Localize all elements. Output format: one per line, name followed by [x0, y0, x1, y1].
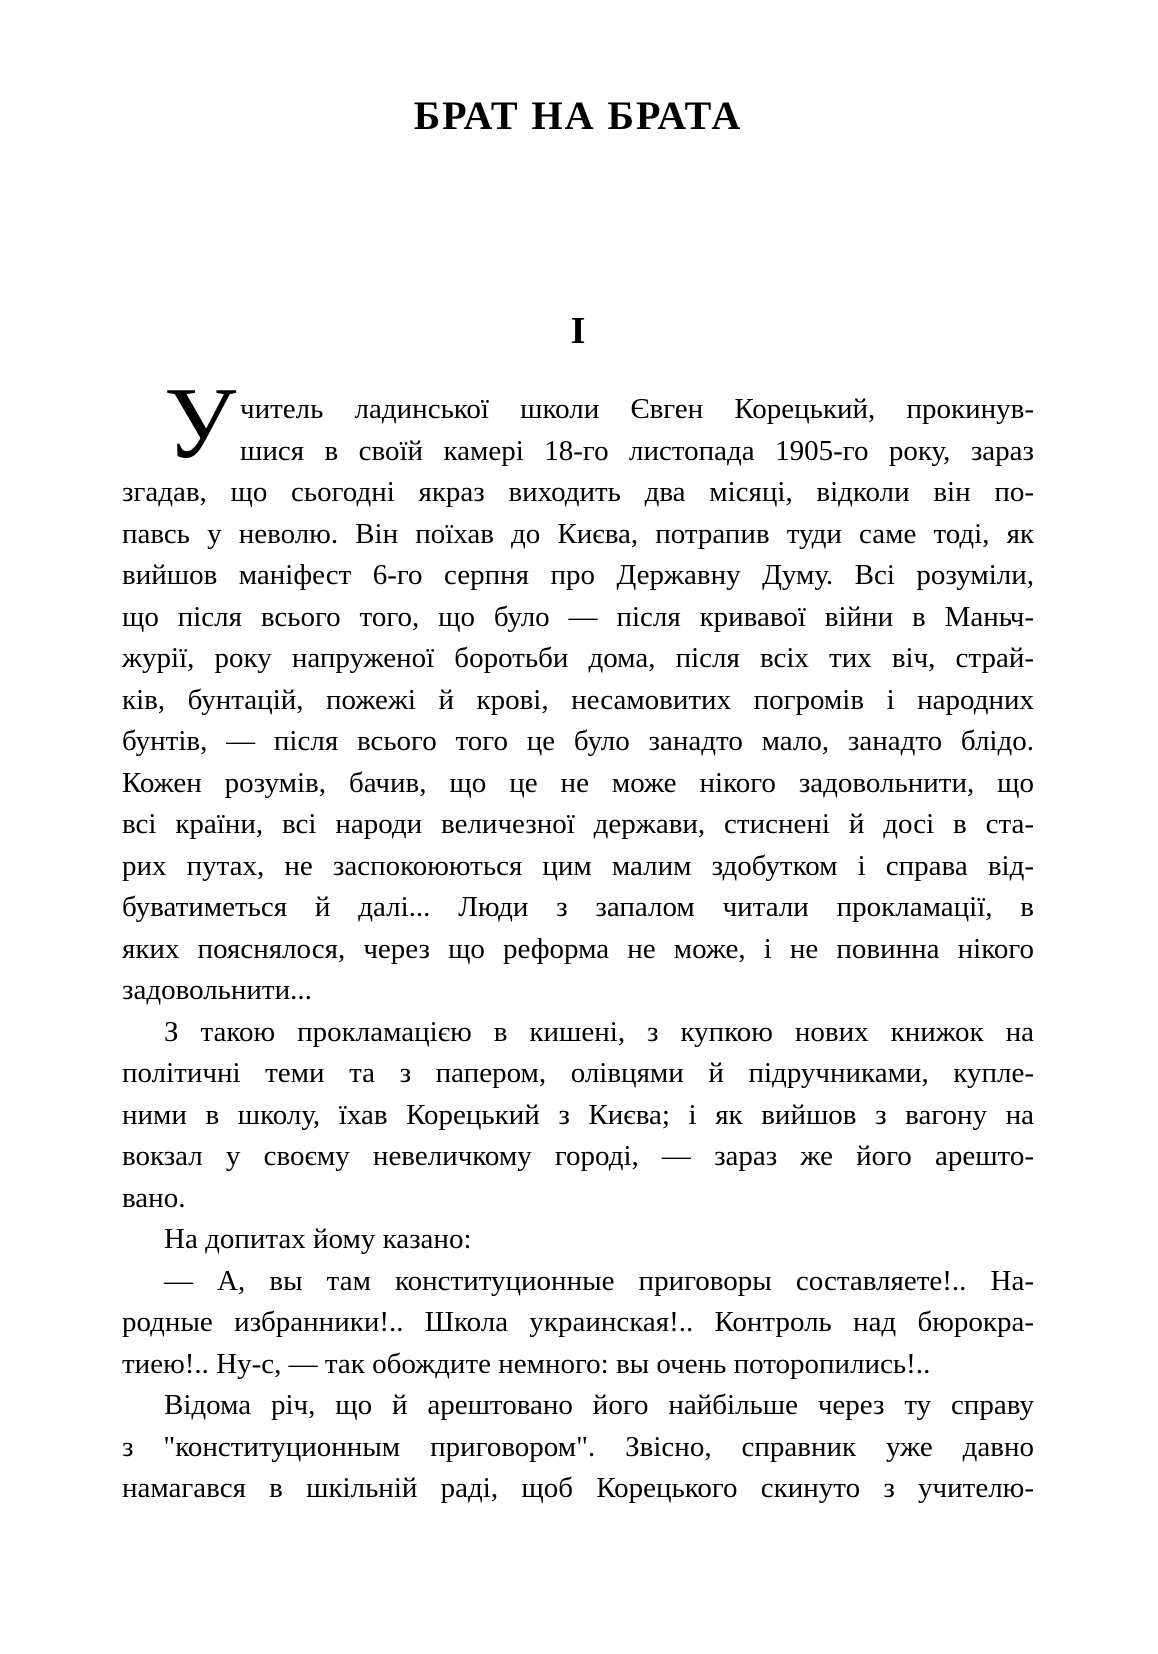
text-line: яких пояснялося, через що реформа не може, і не повинна нікого: [122, 932, 1034, 965]
text-line: журії, року напруженої боротьби дома, після всіх тих віч, страй-: [122, 642, 1034, 674]
text-line: читель ладинської школи Євген Корецький, прокинув-: [240, 393, 1034, 425]
text-line: Відома річ, що й арештовано його найбільше через ту справу: [164, 1389, 1034, 1421]
text-line: згадав, що сьогодні якраз виходить два місяці, відколи він по-: [122, 476, 1034, 508]
text-line: рих путах, не заспокоюються цим малим здобутком і справа від-: [122, 849, 1034, 882]
chapter-heading: I: [570, 310, 586, 352]
paragraph: [122, 367, 1034, 1012]
text-line: всі країни, всі народи величезної держави, стиснені й досі в ста-: [122, 808, 1034, 840]
text-line: політичні теми та з папером, олівцями й підручниками, купле-: [122, 1057, 1034, 1089]
text-line: Кожен розумів, бачив, що це не може нікого задовольнити, що: [122, 766, 1034, 799]
text-line: що після всього того, що було — після кривавої війни в Маньч-: [122, 600, 1034, 633]
text-line: — А, вы там конституционные приговоры составляете!.. На-: [164, 1264, 1034, 1297]
text-line: задовольнити...: [122, 974, 312, 1006]
text-line: павсь у неволю. Він поїхав до Києва, потрапив туди саме тоді, як: [122, 517, 1034, 550]
paragraph: [122, 1219, 1034, 1261]
text-line: На допитах йому казано:: [164, 1223, 472, 1255]
text-line: шися в своїй камері 18-го листопада 1905-го року, зараз: [240, 434, 1034, 467]
drop-cap: У: [164, 367, 237, 480]
text-line: вийшов маніфест 6-го серпня про Державну Думу. Всі розуміли,: [122, 559, 1034, 591]
text-line: З такою прокламацією в кишені, з купкою нових книжок на: [164, 1015, 1034, 1048]
text-line: з "конституционным приговором". Звісно, справник уже давно: [122, 1430, 1034, 1463]
text-line: тиею!.. Ну-с, — так обождите немного: вы очень поторопились!..: [122, 1347, 931, 1380]
text-line: намагався в шкільній раді, щоб Корецького скинуто з учителю-: [122, 1472, 1034, 1504]
text-line: вокзал у своєму невеличкому городі, — зараз же його арешто-: [122, 1140, 1034, 1172]
text-line: ків, бунтацій, пожежі й крові, несамовитих погромів і народних: [122, 683, 1034, 716]
paragraph: [122, 1012, 1034, 1220]
paragraph: [122, 1261, 1034, 1386]
text-line: ними в школу, їхав Корецький з Києва; і як вийшов з вагону на: [122, 1098, 1034, 1131]
page-title: БРАТ НА БРАТА: [413, 93, 743, 138]
text-line: бунтів, — після всього того це було занадто мало, занадто блідо.: [122, 725, 1034, 757]
paragraph: [122, 1385, 1034, 1510]
text-line: родные избранники!.. Школа украинская!.. Контроль над бюрокра-: [122, 1306, 1034, 1338]
text-line: вано.: [122, 1181, 186, 1214]
body-text: [122, 367, 1034, 1510]
text-line: буватиметься й далі... Люди з запалом читали прокламації, в: [122, 891, 1034, 923]
